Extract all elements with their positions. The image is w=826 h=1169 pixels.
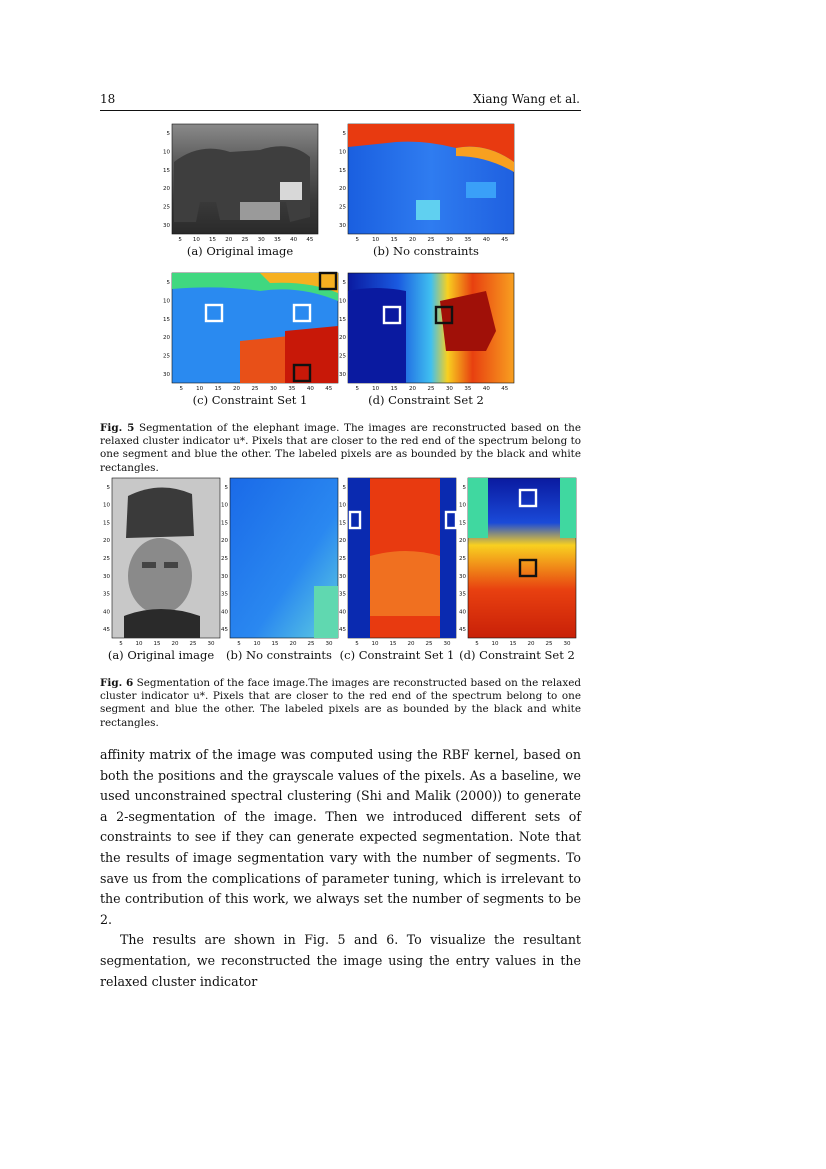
fig5-y-tick-label: 30 xyxy=(339,222,346,229)
fig5-x-tick-label: 35 xyxy=(288,386,296,392)
fig6-y-tick-label: 45 xyxy=(339,627,346,634)
fig5-y-tick-label: 10 xyxy=(163,149,170,156)
fig6-y-tick-label: 20 xyxy=(339,538,346,545)
fig5-x-tick-label: 30 xyxy=(445,237,453,243)
fig5-x-tick-label: 35 xyxy=(464,386,472,392)
fig5-constraint2-heatmap xyxy=(336,271,516,395)
fig6-y-tick-label: 25 xyxy=(459,556,466,562)
fig6-panel-noconstraints xyxy=(218,476,340,646)
fig5-x-tick-label: 40 xyxy=(482,386,490,392)
fig5-y-tick-label: 25 xyxy=(163,204,170,211)
fig5-x-tick-label: 15 xyxy=(214,386,222,392)
fig5-y-tick-label: 15 xyxy=(339,316,346,323)
fig5-y-tick-label: 15 xyxy=(163,316,170,323)
fig6-x-tick-label: 30 xyxy=(563,641,571,646)
fig5-x-tick-label: 40 xyxy=(306,386,314,392)
fig6-y-tick-label: 35 xyxy=(103,591,110,598)
fig5-x-tick-label: 45 xyxy=(306,237,314,243)
fig6-x-tick-label: 10 xyxy=(491,641,499,646)
fig6-noconstraints-heatmap xyxy=(218,476,340,646)
fig5-y-tick-label: 30 xyxy=(339,371,346,378)
fig5-caption-label: Fig. 5 xyxy=(100,422,135,434)
fig5-y-tick-label: 15 xyxy=(163,167,170,174)
fig6-y-tick-label: 40 xyxy=(221,609,228,616)
fig5-x-tick-label: 35 xyxy=(464,237,472,243)
fig5-x-tick-label: 10 xyxy=(196,386,204,392)
fig5-x-tick-label: 5 xyxy=(355,386,359,392)
fig6-y-tick-label: 30 xyxy=(103,573,110,580)
fig6-y-tick-label: 15 xyxy=(103,520,110,527)
fig5-subcaption-b: (b) No constraints xyxy=(373,244,479,258)
fig6-x-tick-label: 25 xyxy=(425,641,433,646)
fig5-x-tick-label: 5 xyxy=(178,237,182,243)
fig6-x-tick-label: 25 xyxy=(545,641,553,646)
fig5-x-tick-label: 15 xyxy=(390,237,398,243)
fig6-y-tick-label: 10 xyxy=(459,502,466,509)
fig5-x-tick-label: 10 xyxy=(192,237,200,243)
fig5-y-tick-label: 20 xyxy=(163,335,170,342)
fig6-y-tick-label: 10 xyxy=(339,502,346,509)
fig5-x-tick-label: 5 xyxy=(179,386,183,392)
fig5-x-tick-label: 30 xyxy=(269,386,277,392)
header-rule xyxy=(100,110,581,111)
fig6-x-tick-label: 15 xyxy=(389,641,397,646)
fig6-y-tick-label: 10 xyxy=(103,502,110,509)
fig6-y-tick-label: 20 xyxy=(103,538,110,545)
fig5-y-tick-label: 20 xyxy=(163,186,170,193)
fig5-x-tick-label: 45 xyxy=(501,237,509,243)
fig6-y-tick-label: 30 xyxy=(221,573,228,580)
fig5-y-tick-label: 25 xyxy=(339,353,346,360)
fig6-y-tick-label: 30 xyxy=(459,573,466,580)
fig5-x-tick-label: 20 xyxy=(225,237,233,243)
fig6-y-tick-label: 15 xyxy=(221,520,228,527)
fig6-y-tick-label: 35 xyxy=(221,591,228,598)
fig5-x-tick-label: 5 xyxy=(355,237,359,243)
fig6-x-tick-label: 25 xyxy=(307,641,315,646)
fig5-y-tick-label: 5 xyxy=(166,131,170,138)
fig6-panel-constraint2 xyxy=(456,476,578,646)
running-header-authors: Xiang Wang et al. xyxy=(473,92,580,106)
fig5-subcaption-d: (d) Constraint Set 2 xyxy=(368,393,484,407)
fig6-x-tick-label: 20 xyxy=(527,641,535,646)
fig5-x-tick-label: 25 xyxy=(427,237,435,243)
fig5-panel-original xyxy=(160,122,320,246)
fig6-y-tick-label: 45 xyxy=(221,627,228,634)
fig5-subcaption-a: (a) Original image xyxy=(186,244,294,258)
fig5-y-tick-label: 10 xyxy=(339,149,346,156)
fig6-x-tick-label: 30 xyxy=(325,641,333,646)
fig6-y-tick-label: 5 xyxy=(106,484,110,491)
fig5-y-tick-label: 25 xyxy=(339,204,346,211)
fig5-y-tick-label: 30 xyxy=(163,371,170,378)
page-number: 18 xyxy=(100,92,116,106)
fig5-x-tick-label: 40 xyxy=(290,237,298,243)
fig5-y-tick-label: 10 xyxy=(163,298,170,305)
fig5-x-tick-label: 15 xyxy=(390,386,398,392)
fig5-y-tick-label: 20 xyxy=(339,335,346,342)
fig6-y-tick-label: 15 xyxy=(339,520,346,527)
fig5-x-tick-label: 30 xyxy=(445,386,453,392)
fig5-x-tick-label: 20 xyxy=(233,386,241,392)
fig6-y-tick-label: 15 xyxy=(459,520,466,527)
fig6-y-tick-label: 40 xyxy=(103,609,110,616)
fig6-y-tick-label: 25 xyxy=(339,556,346,562)
fig5-y-tick-label: 10 xyxy=(339,298,346,305)
fig6-y-tick-label: 45 xyxy=(103,627,110,634)
fig6-subcaption-c: (c) Constraint Set 1 xyxy=(339,648,455,662)
fig6-y-tick-label: 45 xyxy=(459,627,466,634)
fig5-x-tick-label: 35 xyxy=(273,237,281,243)
fig6-x-tick-label: 15 xyxy=(153,641,161,646)
fig5-y-tick-label: 20 xyxy=(339,186,346,193)
fig5-x-tick-label: 10 xyxy=(372,237,380,243)
fig6-y-tick-label: 5 xyxy=(462,484,466,491)
fig6-x-tick-label: 30 xyxy=(207,641,215,646)
fig5-original-image xyxy=(160,122,320,246)
fig6-caption xyxy=(100,677,581,730)
fig6-x-tick-label: 5 xyxy=(119,641,123,646)
fig5-constraint1-heatmap xyxy=(160,271,340,395)
fig5-subcaption-c: (c) Constraint Set 1 xyxy=(192,393,308,407)
body-paragraph-2: The results are shown in Fig. 5 and 6. To visualize the resultant segmentation, we reconstructed the image using the entry values in the relaxed cluster indicator xyxy=(100,932,581,989)
fig5-caption-text: Segmentation of the elephant image. The images are reconstructed based on the relaxed cluster indicator u*. Pixels that are closer to the red end of the spectrum belong to one segment and blue the other. The labeled pixels are as bounded by the black and white rectangles. xyxy=(100,422,581,474)
fig6-y-tick-label: 40 xyxy=(459,609,466,616)
fig6-caption-text: Segmentation of the face image.The images are reconstructed based on the relaxed cluster indicator u*. Pixels that are closer to the red end of the spectrum belong to one segment and blue the other. The labeled pixels are as bounded by the black and white rectangles. xyxy=(100,677,581,729)
fig5-x-tick-label: 25 xyxy=(251,386,259,392)
fig5-x-tick-label: 25 xyxy=(427,386,435,392)
fig6-y-tick-label: 25 xyxy=(103,556,110,562)
body-paragraph-1: affinity matrix of the image was computed using the RBF kernel, based on both the positions and the grayscale values of the pixels. As a baseline, we used unconstrained spectral clustering (Shi and Malik (2000)) to generate a 2-segmentation of the image. Then we introduced different sets of constraints to see if they can generate expected segmentation. Note that the results of image segmentation vary with the number of segments. To save us from the complications of parameter tuning, which is irrelevant to the contribution of this work, we always set the number of segments to be 2. xyxy=(100,747,581,927)
fig6-x-tick-label: 5 xyxy=(475,641,479,646)
fig6-y-tick-label: 5 xyxy=(342,484,346,491)
fig5-x-tick-label: 10 xyxy=(372,386,380,392)
fig6-y-tick-label: 25 xyxy=(221,556,228,562)
fig5-x-tick-label: 15 xyxy=(209,237,217,243)
fig5-y-tick-label: 25 xyxy=(163,353,170,360)
fig6-constraint1-heatmap xyxy=(336,476,458,646)
fig6-x-tick-label: 25 xyxy=(189,641,197,646)
fig6-y-tick-label: 20 xyxy=(221,538,228,545)
fig6-panel-original xyxy=(100,476,222,646)
fig5-y-tick-label: 15 xyxy=(339,167,346,174)
fig5-y-tick-label: 5 xyxy=(166,280,170,287)
fig5-caption xyxy=(100,422,581,475)
fig5-panel-constraint2 xyxy=(336,271,516,395)
fig5-x-tick-label: 30 xyxy=(257,237,265,243)
fig6-panel-constraint1 xyxy=(336,476,458,646)
fig6-constraint2-heatmap xyxy=(456,476,578,646)
fig5-x-tick-label: 20 xyxy=(409,237,417,243)
fig5-noconstraints-heatmap xyxy=(336,122,516,246)
fig5-panel-constraint1 xyxy=(160,271,340,395)
fig5-y-tick-label: 5 xyxy=(342,280,346,287)
fig6-x-tick-label: 5 xyxy=(237,641,241,646)
fig6-subcaption-b: (b) No constraints xyxy=(226,648,332,662)
fig6-caption-label: Fig. 6 xyxy=(100,677,134,689)
fig5-panel-noconstraints xyxy=(336,122,516,246)
fig6-x-tick-label: 10 xyxy=(371,641,379,646)
fig5-x-tick-label: 40 xyxy=(482,237,490,243)
fig6-y-tick-label: 30 xyxy=(339,573,346,580)
fig5-y-tick-label: 5 xyxy=(342,131,346,138)
fig6-x-tick-label: 10 xyxy=(135,641,143,646)
fig6-y-tick-label: 35 xyxy=(459,591,466,598)
fig6-x-tick-label: 15 xyxy=(509,641,517,646)
fig6-x-tick-label: 20 xyxy=(289,641,297,646)
fig5-y-tick-label: 30 xyxy=(163,222,170,229)
fig6-x-tick-label: 10 xyxy=(253,641,261,646)
fig6-x-tick-label: 15 xyxy=(271,641,279,646)
fig6-subcaption-d: (d) Constraint Set 2 xyxy=(459,648,575,662)
fig6-y-tick-label: 10 xyxy=(221,502,228,509)
fig6-y-tick-label: 20 xyxy=(459,538,466,545)
fig6-y-tick-label: 5 xyxy=(224,484,228,491)
fig5-x-tick-label: 45 xyxy=(501,386,509,392)
fig5-x-tick-label: 25 xyxy=(241,237,249,243)
body-text xyxy=(100,745,581,992)
fig6-x-tick-label: 30 xyxy=(443,641,451,646)
fig6-original-image xyxy=(100,476,222,646)
fig6-y-tick-label: 40 xyxy=(339,609,346,616)
fig6-x-tick-label: 5 xyxy=(355,641,359,646)
fig6-x-tick-label: 20 xyxy=(171,641,179,646)
fig6-y-tick-label: 35 xyxy=(339,591,346,598)
fig6-subcaption-a: (a) Original image xyxy=(107,648,215,662)
fig6-x-tick-label: 20 xyxy=(407,641,415,646)
fig5-x-tick-label: 45 xyxy=(325,386,333,392)
fig5-x-tick-label: 20 xyxy=(409,386,417,392)
